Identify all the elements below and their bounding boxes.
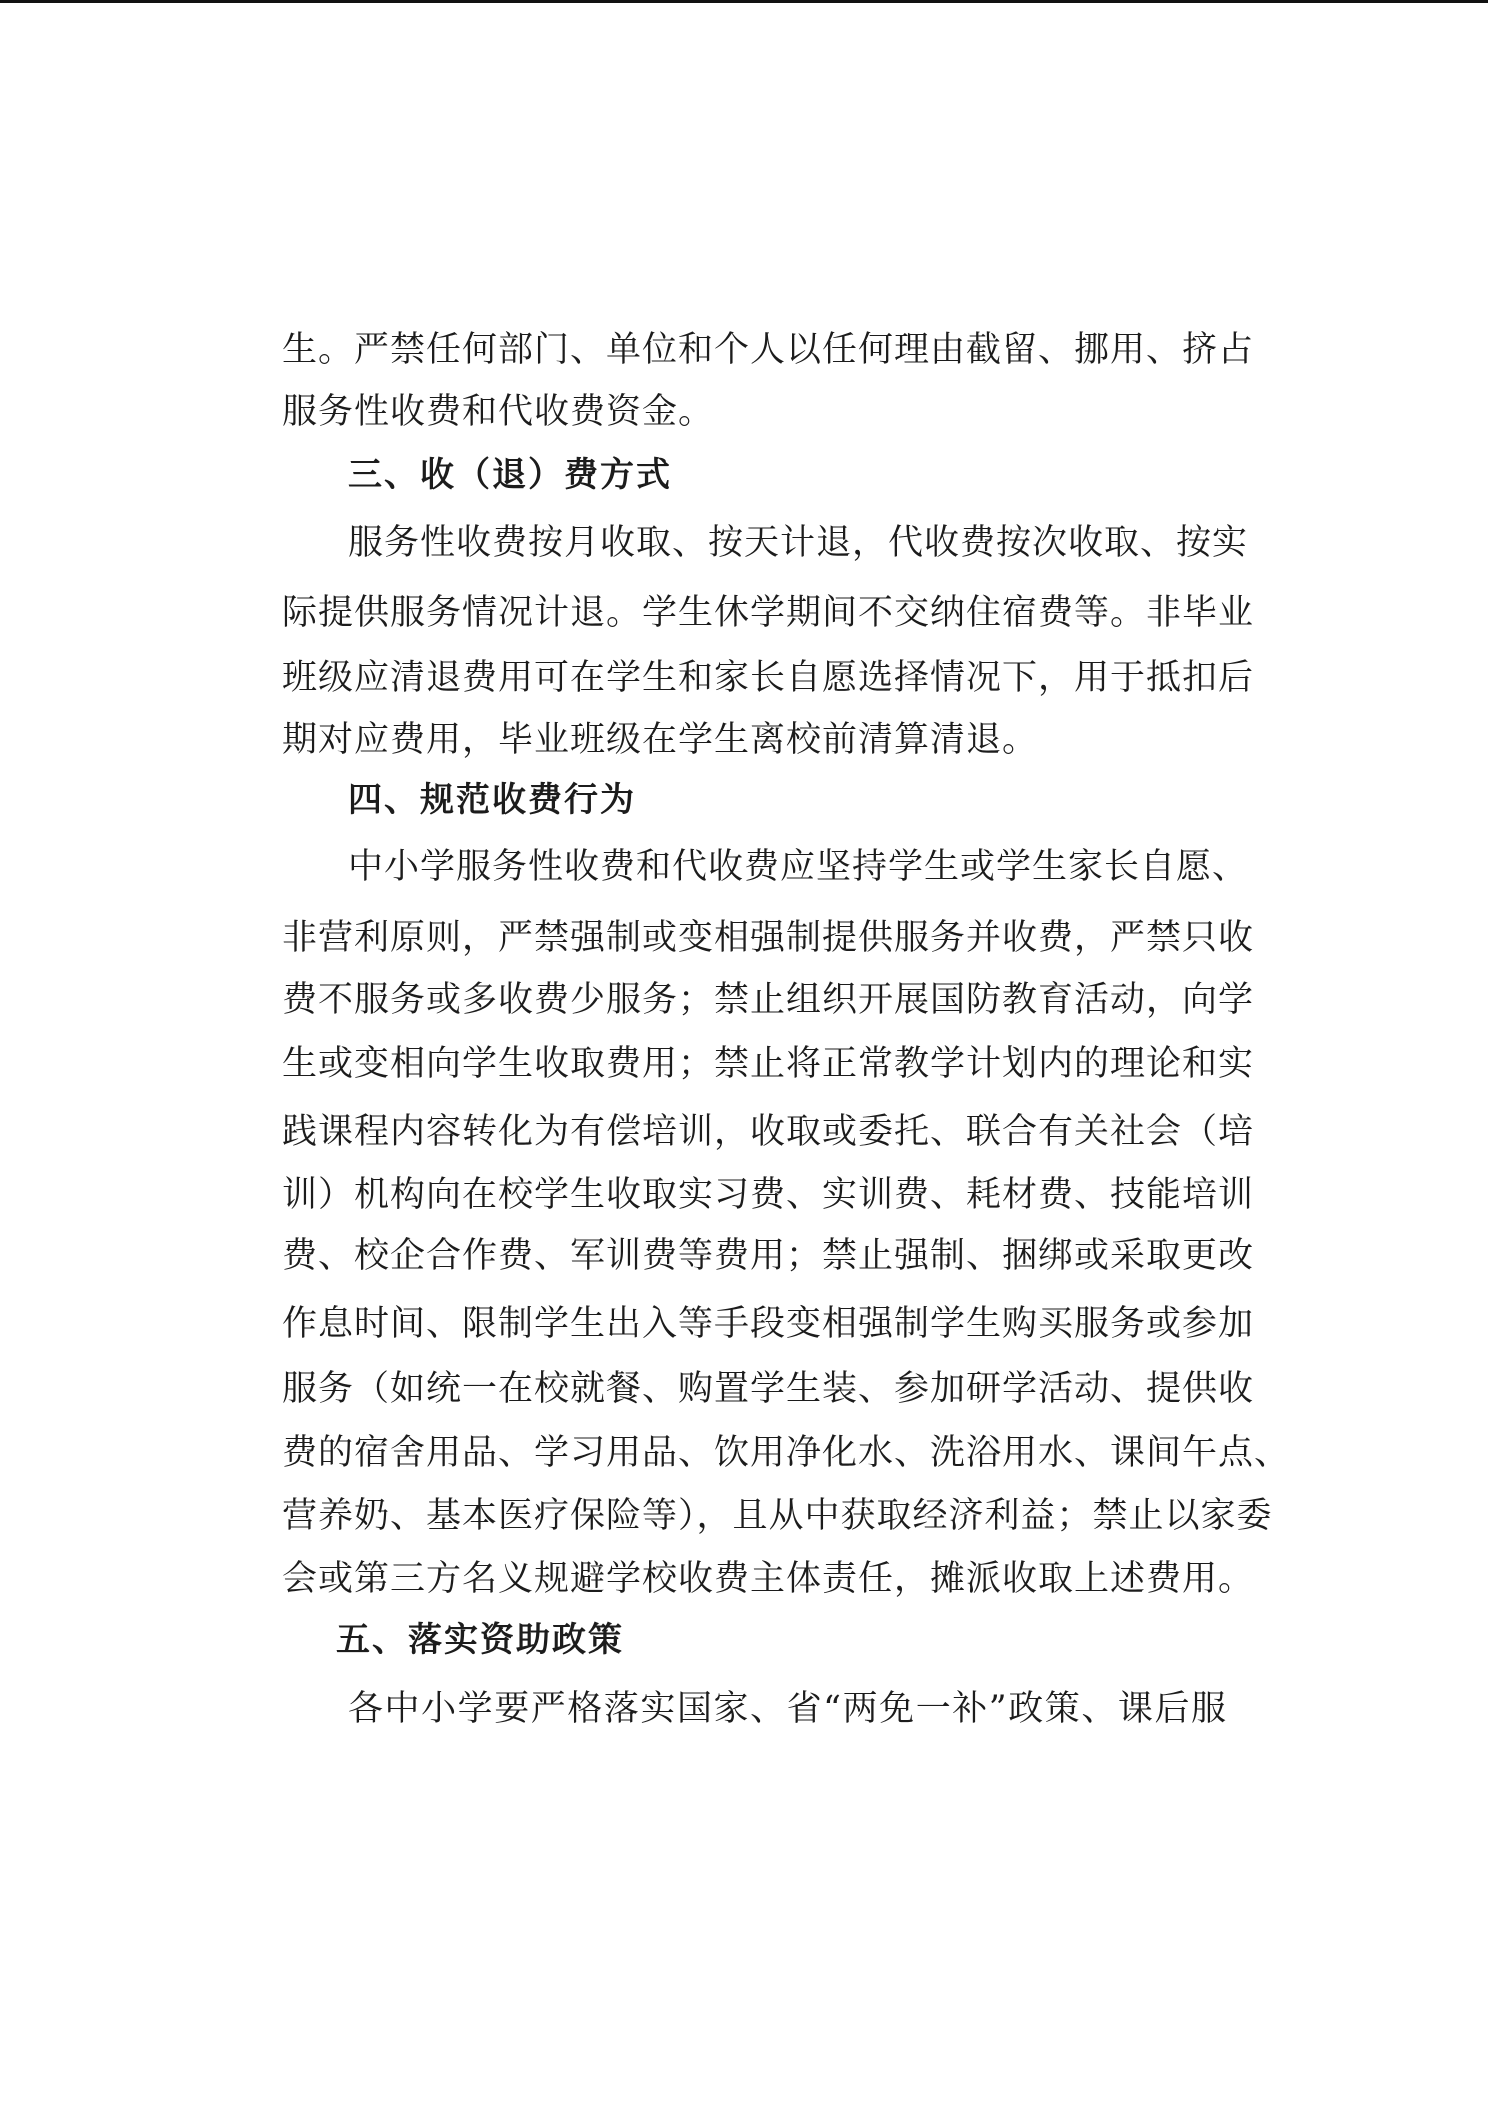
paragraph-line: 生或变相向学生收取费用；禁止将正常教学计划内的理论和实 [282, 1044, 1255, 1084]
paragraph-line: 服务（如统一在校就餐、购置学生装、参加研学活动、提供收 [282, 1369, 1255, 1409]
paragraph-line: 班级应清退费用可在学生和家长自愿选择情况下，用于抵扣后 [282, 658, 1255, 698]
paragraph-line: 会或第三方名义规避学校收费主体责任，摊派收取上述费用。 [282, 1559, 1255, 1599]
paragraph-line: 训）机构向在校学生收取实习费、实训费、耗材费、技能培训 [282, 1175, 1255, 1215]
section-heading: 五、落实资助政策 [336, 1620, 624, 1660]
paragraph-line: 中小学服务性收费和代收费应坚持学生或学生家长自愿、 [348, 847, 1249, 887]
section-heading: 四、规范收费行为 [348, 780, 636, 820]
paragraph-line: 费不服务或多收费少服务；禁止组织开展国防教育活动，向学 [282, 980, 1255, 1020]
paragraph-line: 际提供服务情况计退。学生休学期间不交纳住宿费等。非毕业 [282, 593, 1255, 633]
paragraph-line: 费的宿舍用品、学习用品、饮用净化水、洗浴用水、课间午点、 [282, 1433, 1291, 1473]
paragraph-line: 费、校企合作费、军训费等费用；禁止强制、捆绑或采取更改 [282, 1236, 1255, 1276]
paragraph-line: 各中小学要严格落实国家、省“两免一补”政策、课后服 [348, 1689, 1227, 1729]
paragraph-line: 服务性收费和代收费资金。 [282, 392, 715, 432]
paragraph-line: 服务性收费按月收取、按天计退，代收费按次收取、按实 [348, 523, 1249, 563]
paragraph-line: 期对应费用，毕业班级在学生离校前清算清退。 [282, 720, 1039, 760]
paragraph-line: 践课程内容转化为有偿培训，收取或委托、联合有关社会（培 [282, 1112, 1255, 1152]
paragraph-line: 生。严禁任何部门、单位和个人以任何理由截留、挪用、挤占 [282, 330, 1255, 370]
section-heading: 三、收（退）费方式 [348, 455, 672, 495]
paragraph-line: 非营利原则，严禁强制或变相强制提供服务并收费，严禁只收 [282, 918, 1255, 958]
paragraph-line: 营养奶、基本医疗保险等），且从中获取经济利益；禁止以家委 [282, 1496, 1273, 1536]
paragraph-line: 作息时间、限制学生出入等手段变相强制学生购买服务或参加 [282, 1304, 1255, 1344]
